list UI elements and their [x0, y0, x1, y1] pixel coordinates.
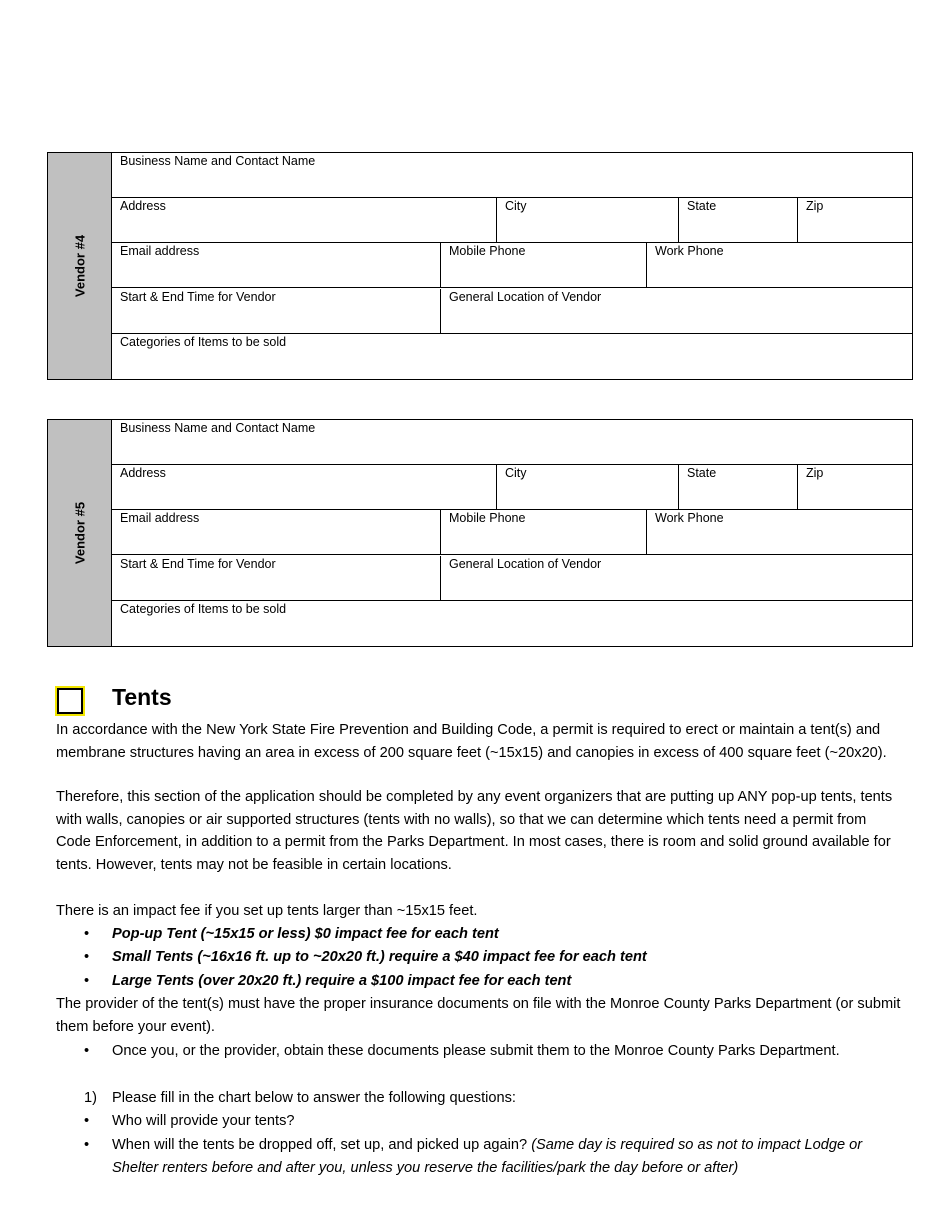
categories-label: Categories of Items to be sold	[120, 602, 287, 616]
time-field[interactable]	[112, 556, 440, 600]
bullet-marker: •	[84, 1113, 90, 1130]
mobile-phone-field[interactable]	[440, 243, 646, 287]
tents-paragraph-organizers: Therefore, this section of the application should be completed by any event organizers that are putting up ANY pop-up tents, tents with walls, canopies or air supported structures (tents with no walls), so that we can determine which tents need a permit from Code Enforcement, in addition to a permit from the Parks Department. In most cases, there is room and solid ground available for tents. However, tents may not be feasible in certain locations.	[56, 789, 893, 873]
list-item	[56, 923, 902, 946]
business-name-label: Business Name and Contact Name	[120, 421, 316, 435]
work-phone-field[interactable]	[646, 243, 912, 287]
insurance-list	[56, 1040, 902, 1063]
email-label: Email address	[120, 244, 200, 258]
list-item	[56, 970, 902, 993]
zip-label: Zip	[806, 199, 824, 213]
business-row	[112, 420, 912, 465]
location-label: General Location of Vendor	[449, 557, 602, 571]
address-label: Address	[120, 466, 166, 480]
time-location-row	[112, 289, 912, 334]
contact-row	[112, 243, 912, 288]
fee-list	[56, 923, 902, 993]
email-label: Email address	[120, 511, 200, 525]
list-item	[56, 1040, 902, 1063]
zip-field[interactable]	[797, 465, 912, 509]
email-field[interactable]	[112, 510, 440, 554]
city-label: City	[505, 466, 527, 480]
vendor-label: Vendor #5	[72, 501, 87, 565]
mobile-phone-label: Mobile Phone	[449, 511, 526, 525]
vendor-side-label-box	[48, 420, 112, 646]
insurance-bullet: Once you, or the provider, obtain these documents please submit them to the Monroe County Parks Department.	[112, 1043, 840, 1059]
tents-checkbox[interactable]	[57, 688, 83, 714]
business-name-field[interactable]	[112, 420, 912, 464]
list-item	[56, 1110, 902, 1133]
question-who: Who will provide your tents?	[112, 1113, 295, 1130]
question-when: When will the tents be dropped off, set up, and picked up again?	[112, 1136, 532, 1153]
mobile-phone-field[interactable]	[440, 510, 646, 554]
questions-list	[56, 1087, 902, 1181]
location-field[interactable]	[440, 556, 912, 600]
work-phone-field[interactable]	[646, 510, 912, 554]
time-label: Start & End Time for Vendor	[120, 557, 276, 571]
insurance-paragraph: The provider of the tent(s) must have the proper insurance documents on file with the Monroe County Parks Department (or submit them before your event).	[56, 996, 901, 1035]
time-label: Start & End Time for Vendor	[120, 290, 276, 304]
vendor-4-block	[47, 152, 913, 380]
fee-item-popup: Pop-up Tent (~15x15 or less) $0 impact fee for each tent	[112, 926, 499, 942]
business-name-field[interactable]	[112, 153, 912, 197]
question-intro: Please fill in the chart below to answer the following questions:	[112, 1090, 516, 1106]
categories-field[interactable]	[112, 601, 912, 646]
business-row	[112, 153, 912, 198]
vendor-side-label-box	[48, 153, 112, 379]
contact-row	[112, 510, 912, 555]
address-label: Address	[120, 199, 166, 213]
location-label: General Location of Vendor	[449, 290, 602, 304]
tents-paragraph-permit: In accordance with the New York State Fire Prevention and Building Code, a permit is required to erect or maintain a tent(s) and membrane structures having an area in excess of 200 square feet (~15x15) and canopies in excess of 400 square feet (~20x20).	[56, 722, 887, 761]
bullet-marker: •	[84, 1043, 90, 1059]
work-phone-label: Work Phone	[655, 511, 724, 525]
city-field[interactable]	[496, 198, 678, 242]
address-field[interactable]	[112, 465, 496, 509]
bullet-marker: •	[84, 972, 90, 989]
list-item	[56, 1134, 902, 1181]
question-when-note: (Same day is required so as not to impact Lodge or Shelter renters before and after you, unless you reserve the facilities/park the day before or after)	[112, 1136, 863, 1177]
number-marker: 1)	[84, 1090, 97, 1106]
state-field[interactable]	[678, 198, 797, 242]
business-name-label: Business Name and Contact Name	[120, 154, 316, 168]
tents-title: Tents	[112, 684, 172, 710]
location-field[interactable]	[440, 289, 912, 333]
fee-item-large: Large Tents (over 20x20 ft.) require a $100 impact fee for each tent	[112, 972, 572, 989]
list-item	[56, 946, 902, 969]
city-label: City	[505, 199, 527, 213]
mobile-phone-label: Mobile Phone	[449, 244, 526, 258]
address-field[interactable]	[112, 198, 496, 242]
categories-label: Categories of Items to be sold	[120, 335, 287, 349]
state-label: State	[687, 199, 717, 213]
zip-label: Zip	[806, 466, 824, 480]
time-field[interactable]	[112, 289, 440, 333]
bullet-marker: •	[84, 949, 90, 966]
bullet-marker: •	[84, 1136, 90, 1153]
categories-row	[112, 334, 912, 379]
address-row	[112, 198, 912, 243]
list-item	[56, 1087, 902, 1110]
fee-intro: There is an impact fee if you set up tents larger than ~15x15 feet.	[56, 903, 478, 919]
zip-field[interactable]	[797, 198, 912, 242]
categories-row	[112, 601, 912, 646]
email-field[interactable]	[112, 243, 440, 287]
categories-field[interactable]	[112, 334, 912, 379]
vendor-5-block	[47, 419, 913, 647]
work-phone-label: Work Phone	[655, 244, 724, 258]
vendor-label: Vendor #4	[72, 234, 87, 298]
address-row	[112, 465, 912, 510]
bullet-marker: •	[84, 926, 90, 942]
state-label: State	[687, 466, 717, 480]
fee-item-small: Small Tents (~16x16 ft. up to ~20x20 ft.) require a $40 impact fee for each tent	[112, 949, 647, 966]
time-location-row	[112, 556, 912, 601]
city-field[interactable]	[496, 465, 678, 509]
state-field[interactable]	[678, 465, 797, 509]
